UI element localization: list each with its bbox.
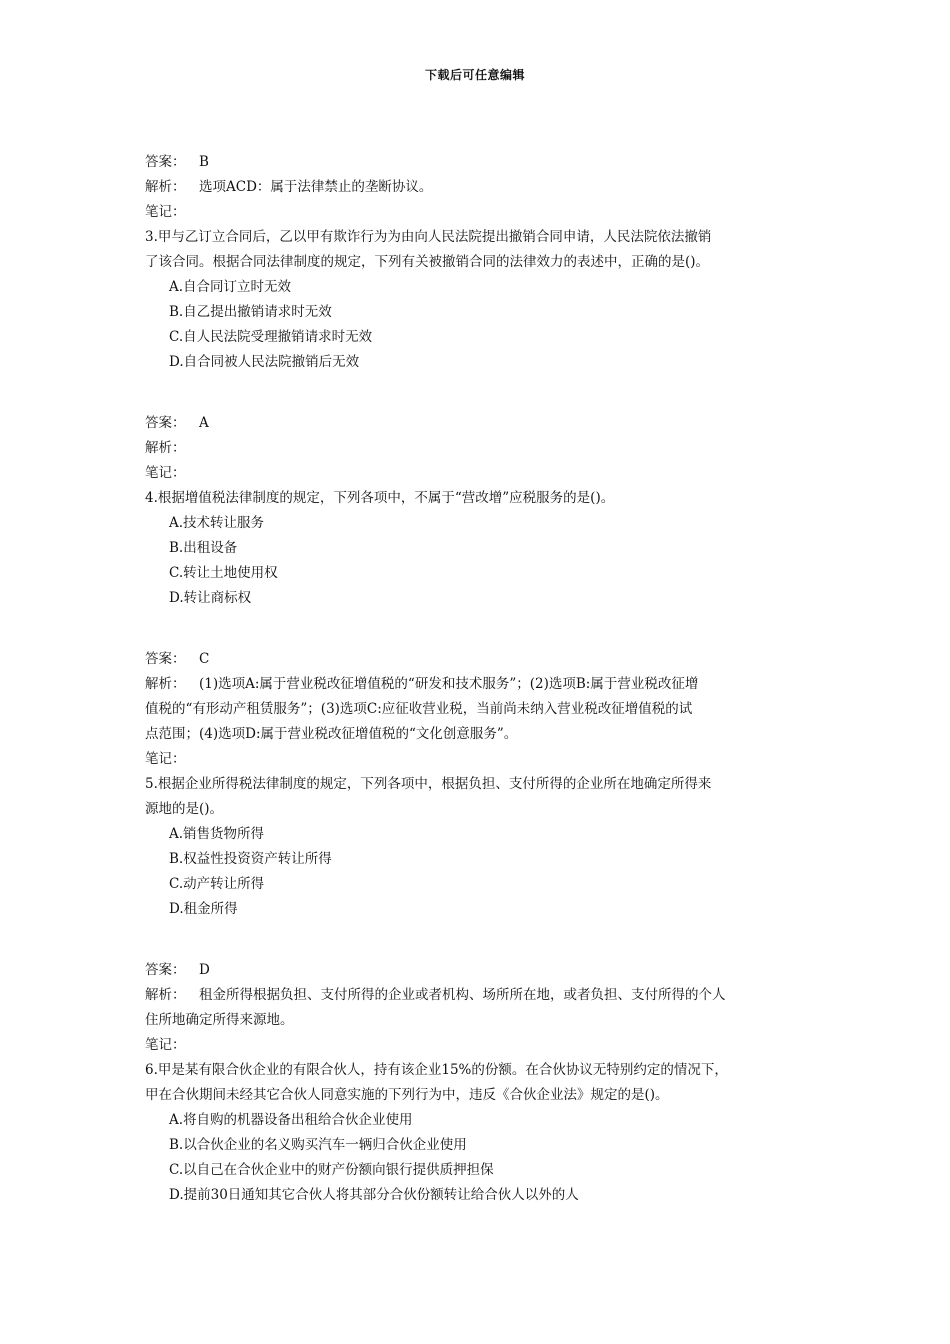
document-body (145, 150, 810, 1208)
option-a: A.销售货物所得 (169, 826, 265, 842)
question-stem: 6.甲是某有限合伙企业的有限合伙人，持有该企业15%的份额。在合伙协议无特别约定的情况下， (145, 1062, 728, 1078)
analysis-label: 解析： (145, 676, 186, 692)
analysis-text: 租金所得根据负担、支付所得的企业或者机构、场所所在地，或者负担、支付所得的个人 (199, 987, 726, 1003)
spacer (145, 375, 810, 411)
notes-line: 笔记： (145, 751, 186, 767)
answer-value: C (199, 651, 210, 667)
analysis-text: (1)选项A:属于营业税改征增值税的“研发和技术服务”；(2)选项B:属于营业税改征增 (199, 676, 699, 692)
answer-line (145, 958, 810, 983)
spacer (145, 922, 810, 958)
answer-value: B (199, 154, 209, 170)
option-b: B.权益性投资资产转让所得 (169, 851, 332, 867)
option-d: D.提前30日通知其它合伙人将其部分合伙份额转让给合伙人以外的人 (169, 1187, 579, 1203)
analysis-label: 解析： (145, 440, 186, 456)
option-b: B.出租设备 (169, 540, 238, 556)
option-d: D.转让商标权 (169, 590, 252, 606)
spacer (145, 611, 810, 647)
answer-value: A (199, 415, 209, 431)
answer-label: 答案： (145, 415, 186, 431)
option-a: A.自合同订立时无效 (169, 279, 292, 295)
question-stem: 甲在合伙期间未经其它合伙人同意实施的下列行为中，违反《合伙企业法》规定的是()。 (145, 1087, 669, 1103)
option-d: D.租金所得 (169, 901, 238, 917)
analysis-text: 选项ACD：属于法律禁止的垄断协议。 (199, 179, 433, 195)
notes-line: 笔记： (145, 1037, 186, 1053)
analysis-line (145, 983, 810, 1008)
option-c: C.动产转让所得 (169, 876, 265, 892)
option-c: C.自人民法院受理撤销请求时无效 (169, 329, 373, 345)
answer-line (145, 411, 810, 436)
option-b: B.以合伙企业的名义购买汽车一辆归合伙企业使用 (169, 1137, 467, 1153)
notes-line: 笔记： (145, 465, 186, 481)
option-c: C.以自己在合伙企业中的财产份额向银行提供质押担保 (169, 1162, 494, 1178)
answer-line (145, 150, 810, 175)
answer-label: 答案： (145, 962, 186, 978)
question-stem: 5.根据企业所得税法律制度的规定，下列各项中，根据负担、支付所得的企业所在地确定所得来 (145, 776, 712, 792)
answer-line (145, 647, 810, 672)
analysis-line (145, 672, 810, 697)
question-stem: 了该合同。根据合同法律制度的规定，下列有关被撤销合同的法律效力的表述中，正确的是()。 (145, 254, 710, 270)
notes-line: 笔记： (145, 204, 186, 220)
page-header-note: 下载后可任意编辑 (424, 68, 525, 82)
answer-label: 答案： (145, 651, 186, 667)
option-b: B.自乙提出撤销请求时无效 (169, 304, 332, 320)
analysis-text-continued: 点范围；(4)选项D:属于营业税改征增值税的“文化创意服务”。 (145, 726, 518, 742)
answer-value: D (199, 962, 210, 978)
answer-label: 答案： (145, 154, 186, 170)
analysis-line (145, 436, 810, 461)
analysis-text-continued: 值税的“有形动产租赁服务”；(3)选项C:应征收营业税，当前尚未纳入营业税改征增值税的试 (145, 701, 693, 717)
option-a: A.将自购的机器设备出租给合伙企业使用 (169, 1112, 413, 1128)
question-stem: 源地的是()。 (145, 801, 224, 817)
question-stem: 3.甲与乙订立合同后，乙以甲有欺诈行为为由向人民法院提出撤销合同申请，人民法院依法撤销 (145, 229, 712, 245)
analysis-line (145, 175, 810, 200)
analysis-label: 解析： (145, 987, 186, 1003)
analysis-label: 解析： (145, 179, 186, 195)
analysis-text-continued: 住所地确定所得来源地。 (145, 1012, 294, 1028)
question-stem: 4.根据增值税法律制度的规定，下列各项中，不属于“营改增”应税服务的是()。 (145, 490, 615, 506)
option-c: C.转让土地使用权 (169, 565, 278, 581)
option-a: A.技术转让服务 (169, 515, 265, 531)
option-d: D.自合同被人民法院撤销后无效 (169, 354, 360, 370)
